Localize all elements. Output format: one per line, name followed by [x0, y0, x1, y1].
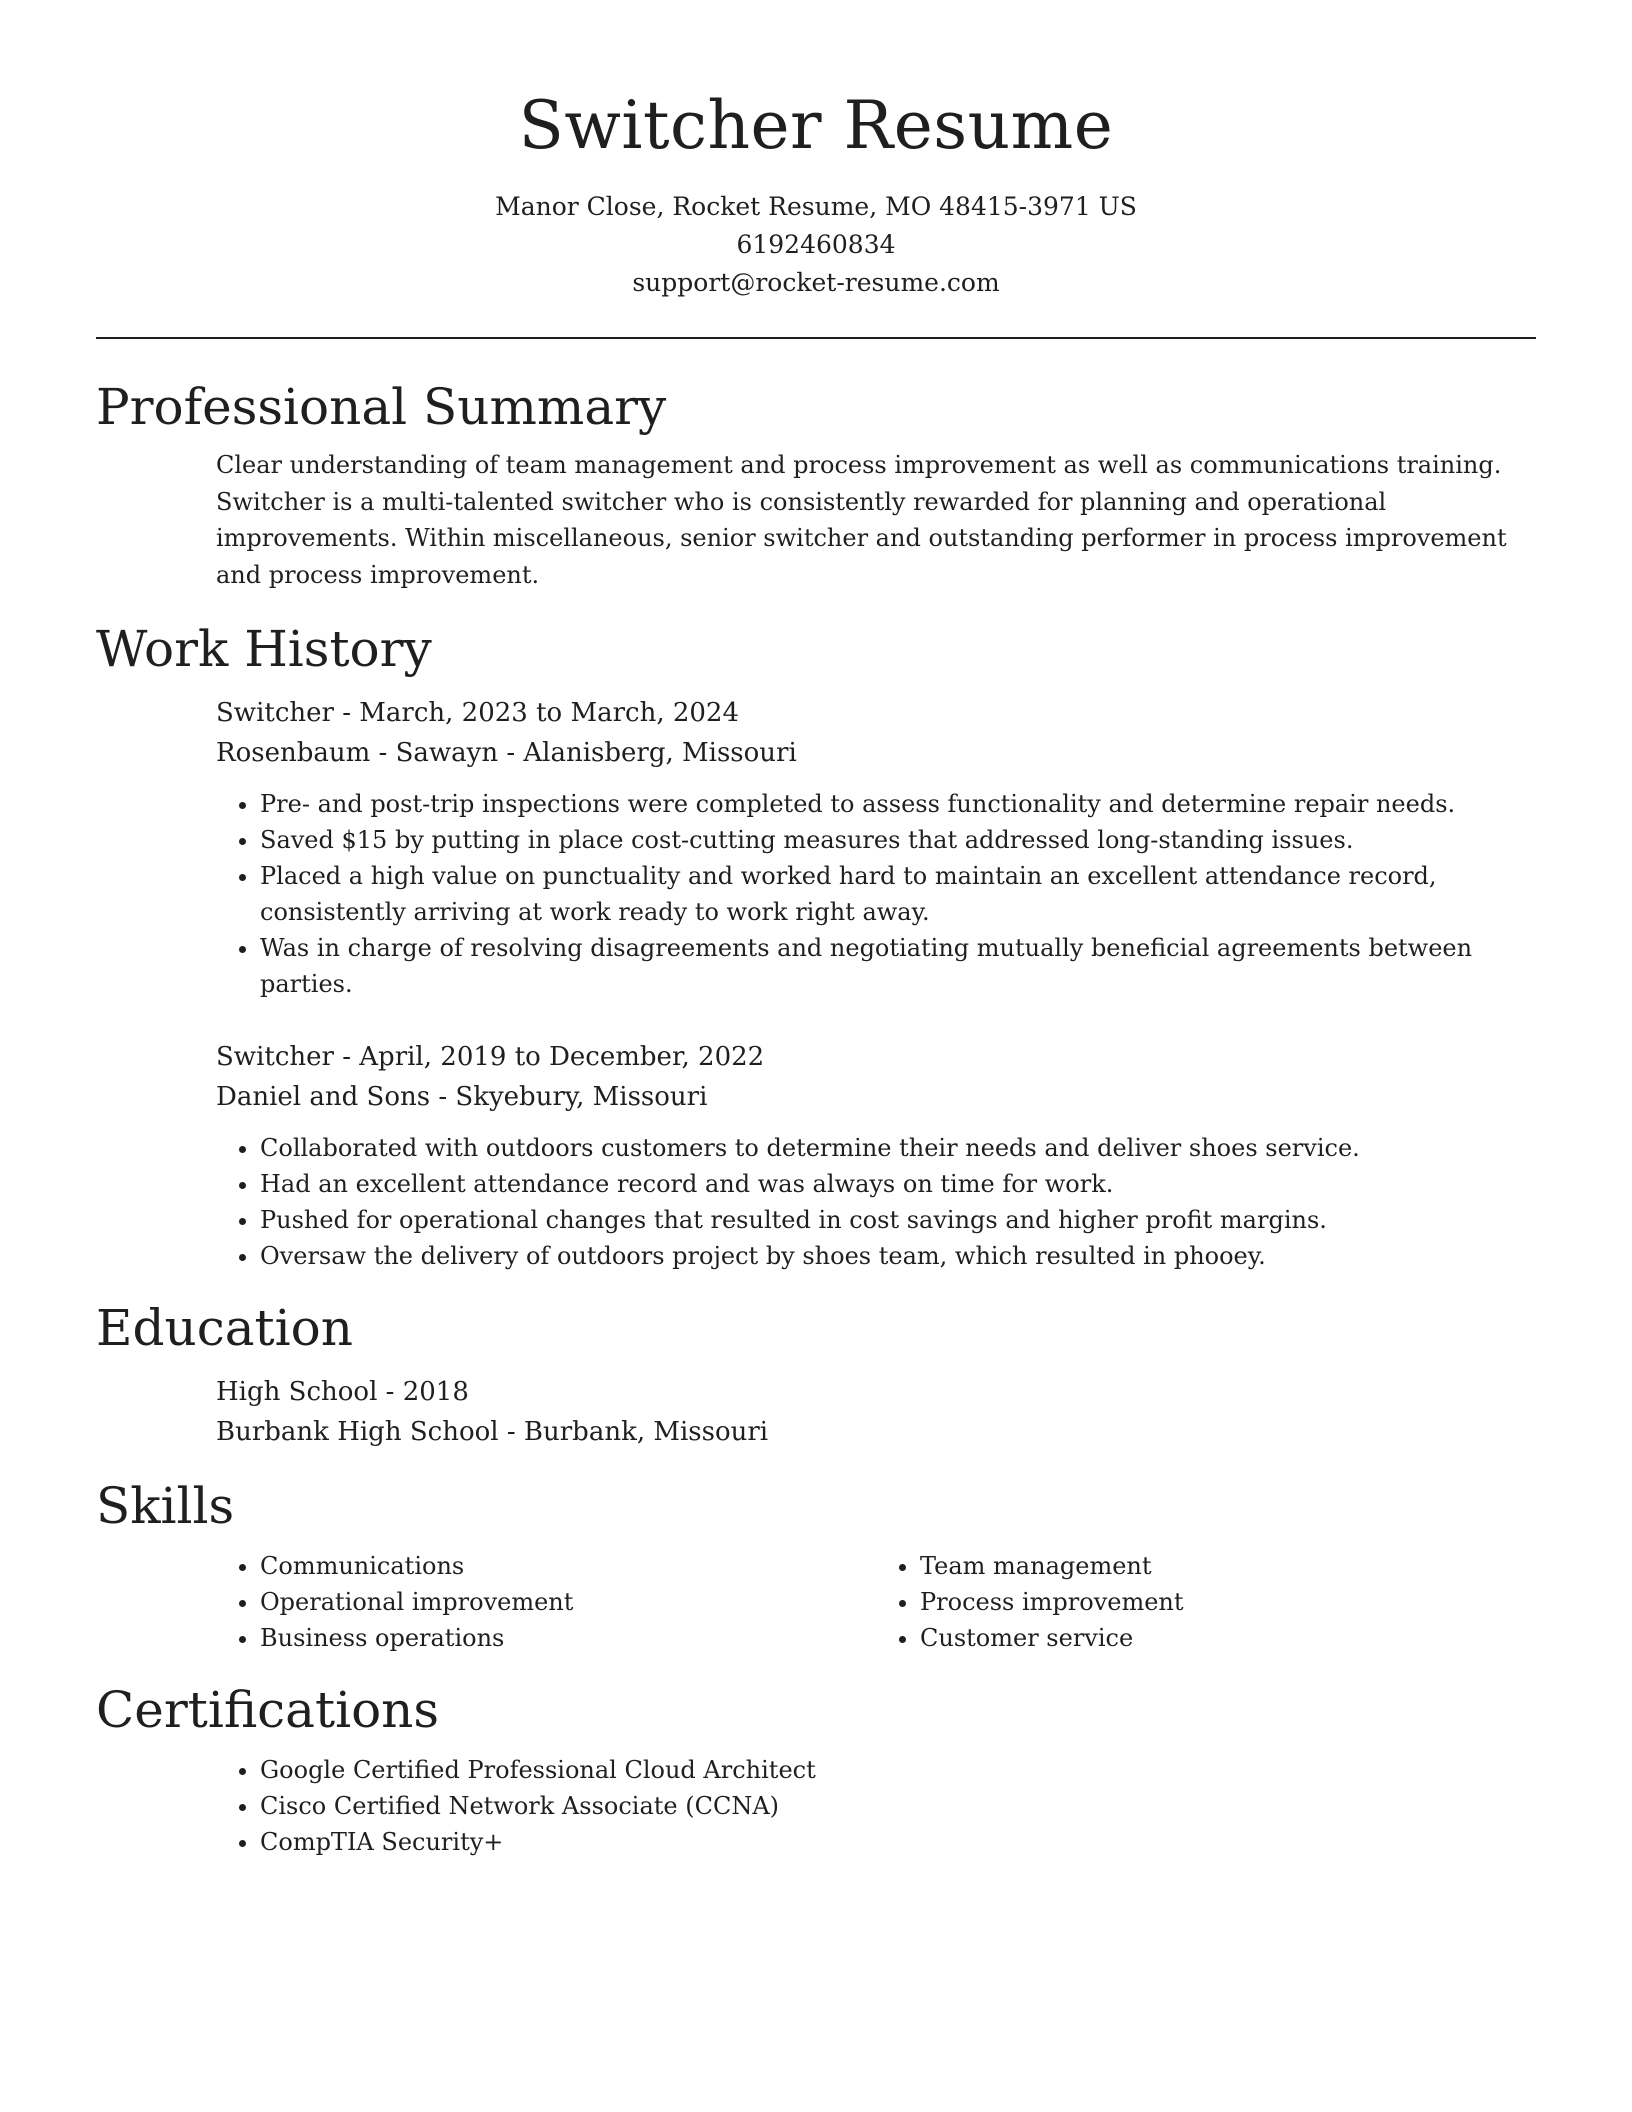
- education-year: - 2018: [377, 1377, 469, 1407]
- job-role: Switcher: [216, 698, 334, 728]
- list-item: • Customer service: [920, 1620, 1536, 1656]
- education-school: Burbank High School: [216, 1417, 499, 1447]
- list-item: • Operational improvement: [260, 1584, 876, 1620]
- list-item: • Oversaw the delivery of outdoors project by shoes team, which resulted in phooey.: [260, 1238, 1536, 1274]
- education-school-line: [216, 1412, 1536, 1452]
- job-location: - Skyebury, Missouri: [430, 1082, 708, 1112]
- job-entry: [216, 1037, 1536, 1274]
- skills-heading: Skills: [96, 1477, 235, 1535]
- list-item: • Saved $15 by putting in place cost-cutting measures that addressed long-standing issues.: [260, 822, 1536, 858]
- job-dates: - April, 2019 to December, 2022: [333, 1042, 765, 1072]
- header-divider: [96, 337, 1536, 339]
- list-item: • Pushed for operational changes that resulted in cost savings and higher profit margins.: [260, 1202, 1536, 1238]
- job-role: Switcher: [216, 1042, 334, 1072]
- job-entry: [216, 693, 1536, 1002]
- job-bullets: [216, 1130, 1536, 1274]
- list-item: • Pre- and post-trip inspections were completed to assess functionality and determine repair needs.: [260, 786, 1536, 822]
- education-degree: High School: [216, 1377, 378, 1407]
- education-heading: Education: [96, 1299, 353, 1357]
- job-location: - Alanisberg, Missouri: [498, 738, 797, 768]
- summary-heading: Professional Summary: [96, 378, 667, 436]
- skills-section: [96, 1548, 1536, 1656]
- address: Manor Close, Rocket Resume, MO 48415-3971 US: [495, 192, 1137, 221]
- certifications-section: [96, 1752, 1536, 1860]
- job-dates: - March, 2023 to March, 2024: [333, 698, 740, 728]
- job-bullets: [216, 786, 1536, 1002]
- list-item: • CompTIA Security+: [260, 1824, 1536, 1860]
- list-item: • Had an excellent attendance record and was always on time for work.: [260, 1166, 1536, 1202]
- work-history-heading: Work History: [96, 620, 432, 678]
- list-item: • Placed a high value on punctuality and worked hard to maintain an excellent attendance record, consistently arriving at work ready to work right away.: [260, 858, 1536, 930]
- education-section: [96, 1372, 1536, 1452]
- list-item: • Communications: [260, 1548, 876, 1584]
- work-history-section: [96, 693, 1536, 1274]
- job-company: Daniel and Sons: [216, 1082, 431, 1112]
- list-item: • Google Certified Professional Cloud Architect: [260, 1752, 1536, 1788]
- job-company-line: [216, 1077, 1536, 1117]
- list-item: • Business operations: [260, 1620, 876, 1656]
- summary-text: Clear understanding of team management and process improvement as well as communications training. Switcher is a multi-talented switcher who is consistently rewarded for planning and operational improvements. Within miscellaneous, senior switcher and outstanding performer in process improvement and process improvement.: [216, 451, 1507, 589]
- certifications-list: [216, 1752, 1536, 1860]
- skills-columns: [216, 1548, 1536, 1656]
- resume-header: [96, 84, 1536, 302]
- summary-section: [96, 447, 1536, 593]
- education-degree-line: [216, 1372, 1536, 1412]
- list-item: • Team management: [920, 1548, 1536, 1584]
- list-item: • Process improvement: [920, 1584, 1536, 1620]
- list-item: • Was in charge of resolving disagreements and negotiating mutually beneficial agreements between parties.: [260, 930, 1536, 1002]
- phone: 6192460834: [736, 230, 896, 259]
- certifications-heading: Certifications: [96, 1681, 440, 1739]
- candidate-name: Switcher Resume: [518, 87, 1114, 164]
- list-item: • Cisco Certified Network Associate (CCNA): [260, 1788, 1536, 1824]
- job-title-line: [216, 1037, 1536, 1077]
- email: support@rocket-resume.com: [632, 268, 1000, 297]
- job-title-line: [216, 693, 1536, 733]
- list-item: • Collaborated with outdoors customers to determine their needs and deliver shoes service.: [260, 1130, 1536, 1166]
- education-location: - Burbank, Missouri: [498, 1417, 769, 1447]
- skills-list-right: [876, 1548, 1536, 1656]
- job-company-line: [216, 733, 1536, 773]
- job-company: Rosenbaum - Sawayn: [216, 738, 499, 768]
- contact-info: [96, 188, 1536, 302]
- skills-list-left: [216, 1548, 876, 1656]
